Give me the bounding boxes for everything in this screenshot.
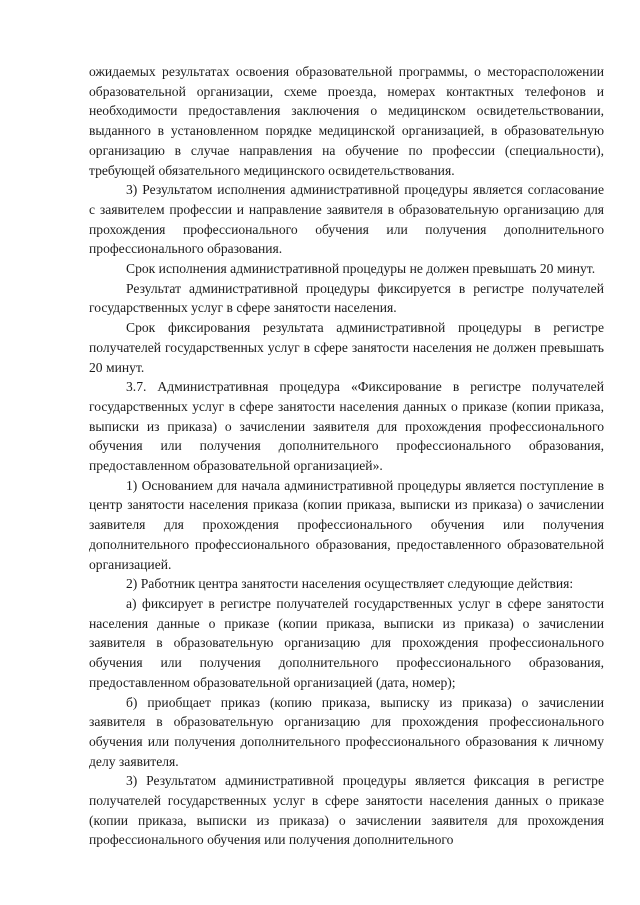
paragraph-basis: 1) Основанием для начала административной процедуры является поступление в центр занятости населения приказа (копии приказа, выписки из приказа) о зачислении заявителя для прохождения профессионального обучения или получения дополнительного профессионального образования, предоставленного образовательной организацией.: [89, 477, 604, 572]
paragraph-deadline: Срок исполнения административной процедуры не должен превышать 20 минут.: [126, 261, 596, 277]
paragraph-actions-intro: 2) Работник центра занятости населения осуществляет следующие действия:: [126, 576, 574, 592]
paragraph-action-a: а) фиксирует в регистре получателей государственных услуг в сфере занятости населения данные о приказе (копии приказа, выписки из приказа) о зачислении заявителя в образовательную организацию для прохождения профессионального обучения или получения дополнительного профессионального образования, предоставленном образовательной организацией (дата, номер);: [89, 595, 604, 690]
paragraph-result-registered: Результат административной процедуры фиксируется в регистре получателей государственных услуг в сфере занятости населения.: [89, 280, 604, 316]
paragraph-continuation: ожидаемых результатах освоения образовательной программы, о месторасположении образовательной организации, схеме проезда, номерах контактных телефонов и необходимости предоставления заключения о медицинском освидетельствовании, выданного в установленном порядке медицинской организацией, в образовательную организацию в случае направления на обучение по профессии (специальности), требующей обязательного медицинского освидетельствования.: [89, 64, 604, 178]
paragraph-section-3-7: 3.7. Административная процедура «Фиксирование в регистре получателей государственных услуг в сфере занятости населения данных о приказе (копии приказа, выписки из приказа) о зачислении заявителя для прохождения профессионального обучения или получения дополнительного профессионального образования, предоставленном образовательной организацией».: [89, 379, 604, 474]
paragraph-action-b: б) приобщает приказ (копию приказа, выписку из приказа) о зачислении заявителя в образовательную организацию для прохождения профессионального обучения или получения дополнительного профессионального образования к личному делу заявителя.: [89, 694, 604, 769]
paragraph-result-agreement: 3) Результатом исполнения административной процедуры является согласование с заявителем профессии и направление заявителя в образовательную организацию для прохождения профессионального обучения или получения дополнительного профессионального образования.: [89, 182, 604, 257]
paragraph-result-fixation: 3) Результатом административной процедуры является фиксация в регистре получателей государственных услуг в сфере занятости населения данных о приказе (копии приказа, выписки из приказа) о зачислении заявителя для прохождения профессионального обучения или получения дополнительного: [89, 773, 604, 848]
paragraph-registration-deadline: Срок фиксирования результата административной процедуры в регистре получателей государственных услуг в сфере занятости населения не должен превышать 20 минут.: [89, 320, 604, 375]
